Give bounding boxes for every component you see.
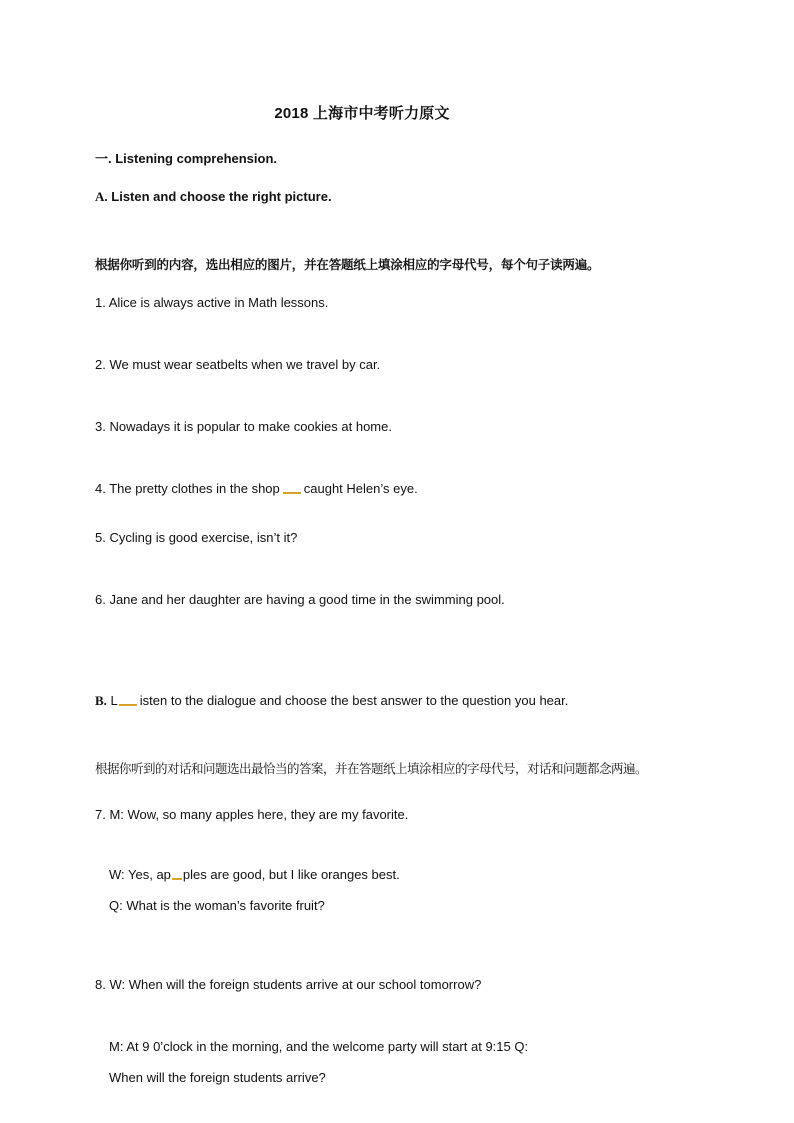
q7-question: Q: What is the woman’s favorite fruit? [109, 898, 325, 913]
question-4 [95, 481, 418, 497]
q7-woman-before: W: Yes, ap [109, 867, 171, 882]
q7-man-line: 7. M: Wow, so many apples here, they are my favorite. [95, 807, 409, 822]
q8-woman-line: 8. W: When will the foreign students arrive at our school tomorrow? [95, 977, 482, 992]
section-a-instruction: 根据你听到的内容，选出相应的图片，并在答题纸上填涂相应的字母代号，每个句子读两遍。 [95, 258, 600, 272]
q8-man-line: M: At 9 0’clock in the morning, and the welcome party will start at 9:15 Q: [109, 1039, 529, 1054]
section-a-letter: A. [95, 189, 108, 204]
q7-woman-after: ples are good, but I like oranges best. [182, 867, 400, 882]
question-5: 5. Cycling is good exercise, isn’t it? [95, 530, 298, 545]
question-4-after-blank: caught Helen’s eye. [303, 481, 418, 496]
underline-blank [172, 878, 182, 880]
section-b-letter: B. [95, 693, 107, 708]
question-4-before-blank: 4. The pretty clothes in the shop [95, 481, 280, 496]
underline-blank [119, 704, 137, 706]
underline-blank [283, 492, 301, 494]
section-a-heading [95, 189, 332, 205]
section-b-instruction: 根据你听到的对话和问题选出最恰当的答案，并在答题纸上填涂相应的字母代号，对话和问题都念两遍。 [95, 762, 648, 776]
section-b-title: isten to the dialogue and choose the best answer to the question you hear. [139, 693, 569, 708]
question-6: 6. Jane and her daughter are having a good time in the swimming pool. [95, 592, 505, 607]
part-one-heading: 一. Listening comprehension. [95, 151, 278, 166]
q7-woman-line [109, 867, 400, 883]
question-3: 3. Nowadays it is popular to make cookies at home. [95, 419, 392, 434]
section-b-first-letter: L [110, 693, 118, 708]
question-1: 1. Alice is always active in Math lessons. [95, 295, 329, 310]
section-a-title: Listen and choose the right picture. [111, 189, 332, 204]
question-2: 2. We must wear seatbelts when we travel by car. [95, 357, 381, 372]
section-b-heading [95, 693, 568, 709]
q8-question: When will the foreign students arrive? [109, 1070, 326, 1085]
page-title: 2018 上海市中考听力原文 [274, 105, 450, 122]
